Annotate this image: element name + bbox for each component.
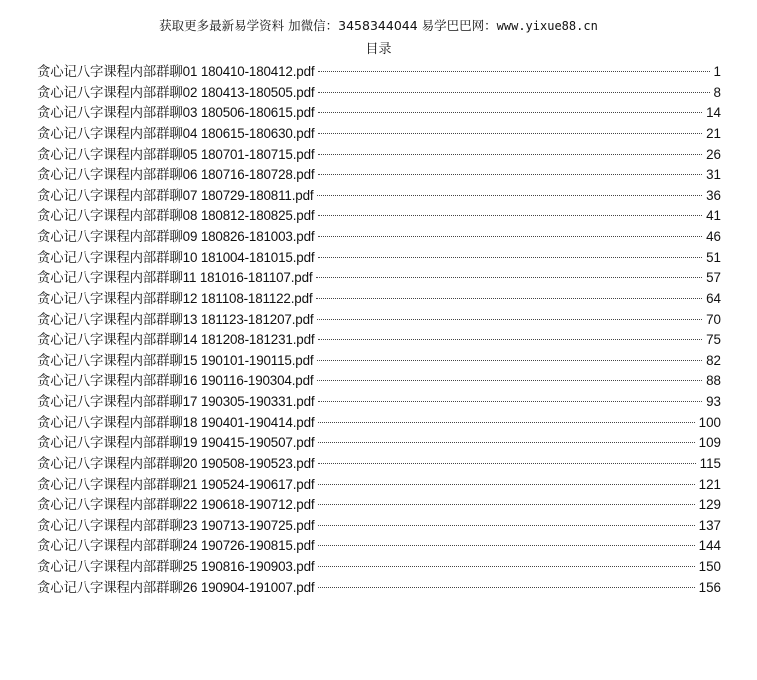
toc-entry-page-number: 31 [706,167,721,183]
toc-entry-series: 贪心记八字课程内部群聊 [37,498,183,514]
toc-entry-title [37,330,314,351]
toc-entry-title [37,310,313,331]
toc-entry-filename: 23 190713-190725.pdf [182,517,315,533]
toc-entry-series: 贪心记八字课程内部群聊 [37,580,183,596]
toc-entry-series: 贪心记八字课程内部群聊 [37,168,183,184]
toc-entry-series: 贪心记八字课程内部群聊 [37,456,183,472]
toc-entry-page-number: 36 [706,187,721,203]
dot-leader [318,214,702,216]
dot-leader [318,421,694,423]
toc-entry-series: 贪心记八字课程内部群聊 [37,85,183,101]
toc-entry-filename: 17 190305-190331.pdf [182,394,315,409]
toc-entry-filename: 03 180506-180615.pdf [182,105,315,121]
dot-leader [317,194,702,196]
dot-leader [318,91,709,93]
toc-entry-page-number: 75 [706,332,721,348]
toc-entry-series: 贪心记八字课程内部群聊 [37,560,183,575]
dot-leader [316,276,702,278]
toc-entry-filename: 14 181208-181231.pdf [182,332,315,348]
toc-entry-page-number: 150 [698,559,721,574]
toc-entry-page-number: 46 [706,229,721,244]
toc-entry-series: 贪心记八字课程内部群聊 [37,415,183,431]
toc-entry-title [37,475,314,496]
toc-entry-title [37,289,312,310]
toc-entry-series: 贪心记八字课程内部群聊 [37,126,183,142]
toc-entry[interactable] [37,124,721,145]
dot-leader [318,132,702,134]
toc-entry-title [37,392,314,413]
toc-entry-title [37,248,314,269]
toc-entry[interactable] [37,578,721,599]
toc-entry-filename: 21 190524-190617.pdf [182,476,315,492]
toc-entry-filename: 18 190401-190414.pdf [182,414,315,430]
toc-entry-series: 贪心记八字课程内部群聊 [37,291,183,307]
toc-entry-page-number: 26 [706,146,721,162]
toc-entry[interactable] [37,495,721,516]
toc-entry-series: 贪心记八字课程内部群聊 [37,353,183,369]
toc-entry-series: 贪心记八字课程内部群聊 [37,65,183,80]
toc-entry-title [37,454,314,475]
toc-entry-filename: 01 180410-180412.pdf [182,64,315,79]
toc-entry-filename: 19 190415-190507.pdf [182,435,315,451]
dot-leader [318,400,702,402]
toc-entry-page-number: 121 [698,476,721,492]
toc-entry[interactable] [37,433,721,454]
toc-entry-page-number: 51 [706,249,721,265]
toc-entry-page-number: 64 [706,290,721,306]
toc-entry-filename: 13 181123-181207.pdf [182,311,314,327]
toc-entry[interactable] [37,475,721,496]
toc-entry-filename: 25 190816-190903.pdf [182,559,315,574]
toc-entry-page-number: 14 [706,105,721,121]
toc-entry-page-number: 156 [698,579,721,595]
toc-entry[interactable] [37,392,721,413]
toc-entry-series: 贪心记八字课程内部群聊 [37,477,183,493]
toc-entry-series: 贪心记八字课程内部群聊 [37,333,183,349]
dot-leader [318,235,702,237]
toc-entry-filename: 07 180729-180811.pdf [182,187,314,203]
toc-entry[interactable] [37,145,721,166]
toc-entry-page-number: 41 [706,208,721,224]
toc-entry-title [37,206,314,227]
toc-entry-series: 贪心记八字课程内部群聊 [37,188,183,204]
toc-entry-title [37,62,314,83]
toc-entry-page-number: 137 [698,517,721,533]
toc-entry-filename: 24 190726-190815.pdf [182,538,315,554]
toc-entry-filename: 11 181016-181107.pdf [182,270,313,286]
toc-entry-series: 贪心记八字课程内部群聊 [37,250,183,266]
toc-entry-series: 贪心记八字课程内部群聊 [37,271,183,287]
toc-entry-title [37,165,314,186]
toc-entry[interactable] [37,330,721,351]
toc-entry[interactable] [37,227,721,248]
dot-leader [318,565,694,567]
toc-entry[interactable] [37,186,721,207]
toc-entry[interactable] [37,248,721,269]
table-of-contents [37,62,721,598]
dot-leader [318,544,694,546]
toc-entry-series: 贪心记八字课程内部群聊 [37,539,183,555]
dot-leader [318,173,702,175]
dot-leader [318,111,702,113]
toc-entry-title [37,145,314,166]
toc-entry-filename: 20 190508-190523.pdf [182,455,315,471]
dot-leader [317,359,702,361]
toc-entry-title [37,536,314,557]
toc-entry-page-number: 8 [713,84,721,100]
toc-entry[interactable] [37,62,721,83]
toc-entry[interactable] [37,351,721,372]
dot-leader [316,297,702,299]
toc-entry-page-number: 144 [698,538,721,554]
toc-entry-filename: 15 190101-190115.pdf [182,352,314,368]
toc-entry-page-number: 82 [706,352,721,368]
toc-entry[interactable] [37,557,721,578]
toc-entry-series: 贪心记八字课程内部群聊 [37,518,183,534]
toc-entry[interactable] [37,206,721,227]
header-promo-text: 获取更多最新易学资料 加微信：3458344044 易学巴巴网： [159,18,497,33]
dot-leader [318,462,695,464]
toc-entry-series: 贪心记八字课程内部群聊 [37,436,183,452]
toc-entry-title [37,124,314,145]
toc-entry-filename: 10 181004-181015.pdf [182,249,315,265]
toc-entry-page-number: 21 [706,125,721,141]
toc-entry-title [37,433,314,454]
header-website-link[interactable]: www.yixue88.cn [496,19,598,33]
toc-entry-filename: 26 190904-191007.pdf [182,579,315,595]
toc-entry[interactable] [37,516,721,537]
toc-entry-title [37,495,314,516]
toc-entry-filename: 22 190618-190712.pdf [182,497,315,513]
toc-entry-page-number: 115 [699,455,721,471]
toc-entry-title [37,351,313,372]
toc-entry-title [37,371,313,392]
toc-entry-filename: 02 180413-180505.pdf [182,84,315,100]
toc-entry-series: 贪心记八字课程内部群聊 [37,312,183,328]
toc-entry-title [37,557,314,578]
toc-entry-filename: 05 180701-180715.pdf [182,146,315,162]
toc-entry-title [37,516,314,537]
toc-entry-filename: 12 181108-181122.pdf [182,290,313,306]
toc-entry-series: 贪心记八字课程内部群聊 [37,374,183,390]
toc-entry-page-number: 1 [713,64,721,79]
toc-entry-series: 贪心记八字课程内部群聊 [37,106,183,122]
toc-entry-page-number: 57 [706,270,721,286]
dot-leader [318,338,702,340]
toc-entry-title [37,103,314,124]
toc-entry[interactable] [37,536,721,557]
toc-entry-page-number: 129 [698,497,721,513]
toc-entry-filename: 04 180615-180630.pdf [182,125,315,141]
toc-entry-filename: 09 180826-181003.pdf [182,229,315,244]
toc-entry-filename: 08 180812-180825.pdf [182,208,315,224]
dot-leader [318,70,709,72]
toc-entry-page-number: 93 [706,394,721,409]
toc-entry-series: 贪心记八字课程内部群聊 [37,230,183,245]
toc-entry[interactable] [37,310,721,331]
toc-entry[interactable] [37,454,721,475]
dot-leader [318,503,694,505]
dot-leader [318,524,694,526]
toc-entry-page-number: 70 [706,311,721,327]
toc-entry-page-number: 88 [706,373,721,389]
toc-entry-series: 贪心记八字课程内部群聊 [37,147,183,163]
dot-leader [318,586,694,588]
toc-entry-filename: 16 190116-190304.pdf [182,373,314,389]
dot-leader [318,483,694,485]
toc-entry-series: 贪心记八字课程内部群聊 [37,395,183,410]
toc-entry-page-number: 100 [698,414,721,430]
toc-entry-page-number: 109 [698,435,721,451]
toc-entry-filename: 06 180716-180728.pdf [182,167,315,183]
toc-entry-title [37,413,314,434]
toc-entry[interactable] [37,165,721,186]
toc-entry[interactable] [37,413,721,434]
toc-entry-title [37,268,312,289]
page-header [0,18,757,34]
toc-entry[interactable] [37,289,721,310]
toc-title: 目录 [365,42,392,57]
dot-leader [317,379,702,381]
dot-leader [318,441,694,443]
toc-entry[interactable] [37,103,721,124]
toc-entry-title [37,186,313,207]
toc-entry[interactable] [37,371,721,392]
toc-entry[interactable] [37,83,721,104]
toc-entry-title [37,578,314,599]
dot-leader [318,153,702,155]
toc-entry-title [37,83,314,104]
toc-entry-series: 贪心记八字课程内部群聊 [37,209,183,225]
toc-entry[interactable] [37,268,721,289]
dot-leader [318,256,702,258]
dot-leader [317,318,702,320]
toc-entry-title [37,227,314,248]
